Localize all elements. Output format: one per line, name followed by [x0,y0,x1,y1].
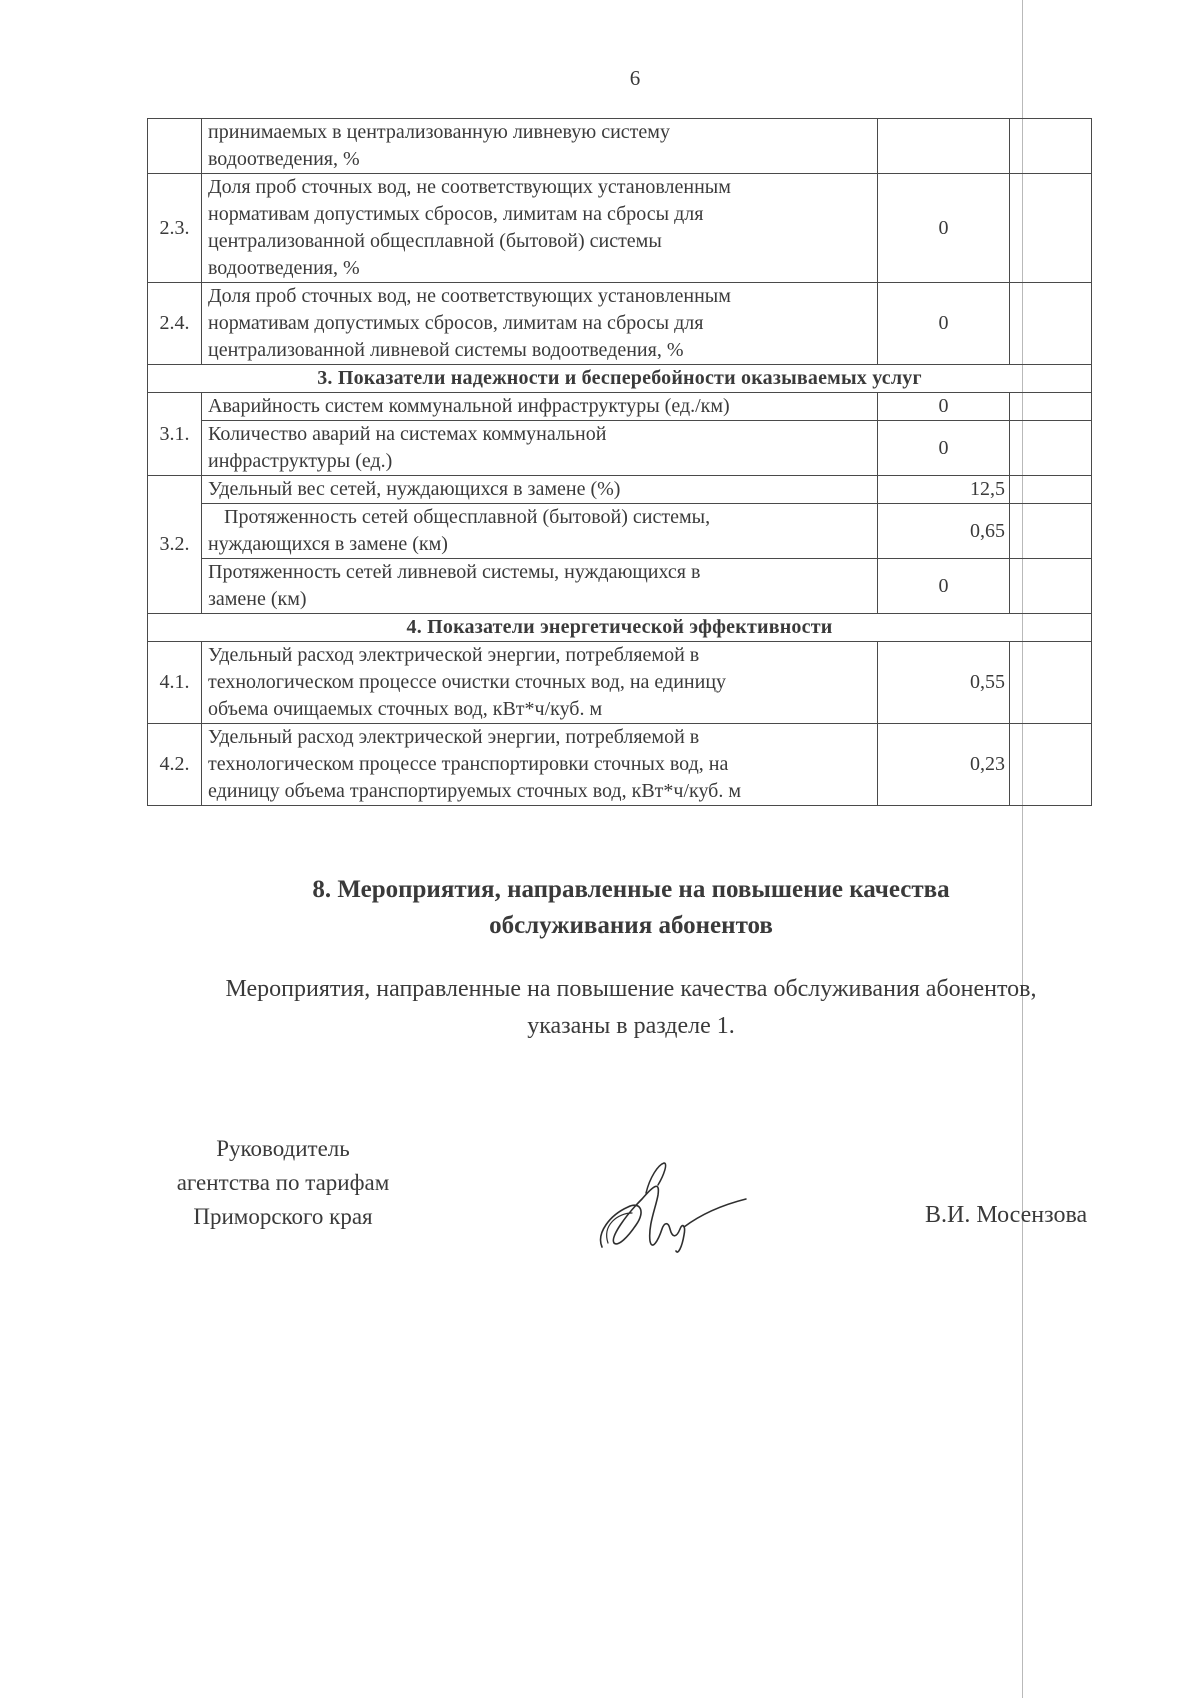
table-row [148,504,1092,559]
row-number: 3.2. [148,476,202,614]
row-description [202,504,878,559]
row-value: 0 [878,559,1010,614]
row-description: Удельный вес сетей, нуждающихся в замене (%) [202,476,878,504]
row-number: 4.1. [148,642,202,724]
empty-cell [1010,283,1092,365]
desc-line: нормативам допустимых сбросов, лимитам на сбросы для [208,312,704,334]
empty-cell [1010,504,1092,559]
row-value: 0 [878,283,1010,365]
empty-cell [1010,119,1092,174]
row-value: 0,23 [878,724,1010,806]
row-number: 2.3. [148,174,202,283]
row-description [202,724,878,806]
row-number [148,119,202,174]
section-3-title: 3. Показатели надежности и бесперебойности оказываемых услуг [148,365,1092,393]
table-row [148,559,1092,614]
row-description [202,119,878,174]
desc-line: замене (км) [208,588,307,610]
empty-cell [1010,421,1092,476]
row-value: 0 [878,421,1010,476]
desc-line: Доля проб сточных вод, не соответствующих установленным [208,285,731,307]
section-4-title: 4. Показатели энергетической эффективности [148,614,1092,642]
row-value [878,119,1010,174]
section-header-row [148,365,1092,393]
empty-cell [1010,174,1092,283]
row-description [202,642,878,724]
table-row [148,476,1092,504]
desc-line: Количество аварий на системах коммунальной [208,423,607,445]
row-description [202,174,878,283]
table-row [148,119,1092,174]
row-number: 3.1. [148,393,202,476]
desc-line: Протяженность сетей ливневой системы, нуждающихся в [208,561,701,583]
empty-cell [1010,724,1092,806]
row-description [202,559,878,614]
desc-line: водоотведения, % [208,148,360,170]
signer-title-line: Руководитель [216,1136,350,1161]
row-value: 0 [878,174,1010,283]
desc-line: Удельный расход электрической энергии, потребляемой в [208,726,700,748]
desc-line: принимаемых в централизованную ливневую систему [208,121,670,143]
handwritten-signature [588,1155,758,1260]
row-description: Аварийность систем коммунальной инфраструктуры (ед./км) [202,393,878,421]
signer-title-line: агентства по тарифам [176,1170,390,1195]
desc-line: Протяженность сетей общесплавной (бытовой) системы, [224,506,711,528]
desc-line: Удельный расход электрической энергии, потребляемой в [208,644,700,666]
paragraph-line: указаны в разделе 1. [527,1013,735,1039]
indicators-table [147,118,1092,806]
desc-line: нормативам допустимых сбросов, лимитам на сбросы для [208,203,704,225]
desc-line: нуждающихся в замене (км) [208,533,448,555]
row-description [202,283,878,365]
row-number: 2.4. [148,283,202,365]
row-value: 12,5 [878,476,1010,504]
paragraph-line: Мероприятия, направленные на повышение качества обслуживания абонентов, [225,976,1037,1002]
row-number: 4.2. [148,724,202,806]
desc-line: Доля проб сточных вод, не соответствующих установленным [208,176,731,198]
table-row [148,393,1092,421]
desc-line: водоотведения, % [208,257,360,279]
empty-cell [1010,559,1092,614]
desc-line: технологическом процессе очистки сточных вод, на единицу [208,671,727,693]
desc-line: единицу объема транспортируемых сточных вод, кВт*ч/куб. м [208,780,742,802]
signer-title [138,1132,428,1234]
row-value: 0,65 [878,504,1010,559]
empty-cell [1010,393,1092,421]
table-row [148,724,1092,806]
heading-line: 8. Мероприятия, направленные на повышение качества [312,876,950,903]
desc-line: инфраструктуры (ед.) [208,450,393,472]
desc-line: объема очищаемых сточных вод, кВт*ч/куб. м [208,698,603,720]
heading-line: обслуживания абонентов [489,912,773,939]
row-value: 0,55 [878,642,1010,724]
row-value: 0 [878,393,1010,421]
table-row [148,642,1092,724]
table-row [148,283,1092,365]
page-number: 6 [629,66,641,90]
table-row [148,174,1092,283]
row-description [202,421,878,476]
desc-line: централизованной ливневой системы водоотведения, % [208,339,684,361]
table-row [148,421,1092,476]
empty-cell [1010,642,1092,724]
signer-title-line: Приморского края [193,1204,373,1229]
section-header-row [148,614,1092,642]
desc-line: технологическом процессе транспортировки сточных вод, на [208,753,729,775]
empty-cell [1010,476,1092,504]
section-8-heading [0,872,1200,944]
desc-line: централизованной общесплавной (бытовой) системы [208,230,662,252]
section-8-paragraph [0,971,1200,1045]
signer-name: В.И. Мосензова [925,1202,1088,1228]
